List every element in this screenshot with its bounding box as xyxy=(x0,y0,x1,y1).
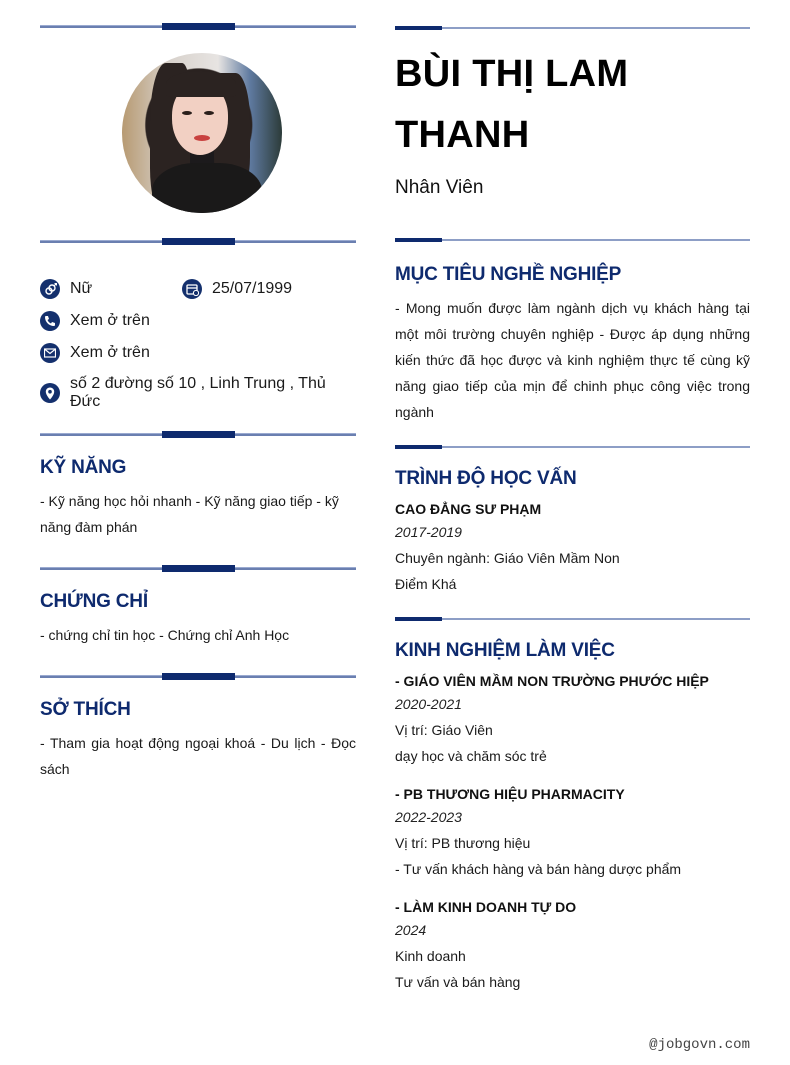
email-row xyxy=(40,343,150,363)
birthday-value: 25/07/1999 xyxy=(212,280,293,297)
divider xyxy=(395,238,750,244)
gender-row xyxy=(40,279,92,299)
experience-company: - LÀM KINH DOANH TỰ DO xyxy=(395,899,577,915)
experience-position: Vị trí: Giáo Viên xyxy=(395,722,493,738)
candidate-role: Nhân Viên xyxy=(395,177,484,198)
avatar xyxy=(122,53,282,213)
certificates-text: - chứng chỉ tin học - Chứng chỉ Anh Học xyxy=(40,627,290,643)
education-school: CAO ĐẲNG SƯ PHẠM xyxy=(395,501,542,517)
education-title: TRÌNH ĐỘ HỌC VẤN xyxy=(395,468,577,489)
watermark[interactable]: @jobgovn.com xyxy=(649,1037,750,1053)
divider xyxy=(395,617,750,623)
experience-description: - Tư vấn khách hàng và bán hàng dược phẩm xyxy=(395,861,682,877)
experience-period: 2022-2023 xyxy=(395,809,462,825)
candidate-name-line1: BÙI THỊ LAM xyxy=(395,53,629,95)
experience-company: - GIÁO VIÊN MẦM NON TRƯỜNG PHƯỚC HIỆP xyxy=(395,673,709,689)
phone-icon xyxy=(40,311,60,331)
phone-row xyxy=(40,311,150,331)
education-grade: Điểm Khá xyxy=(395,576,457,592)
hobbies-title: SỞ THÍCH xyxy=(40,699,131,720)
address-value: số 2 đường số 10 , Linh Trung , Thủ Đức xyxy=(70,375,326,410)
gender-icon xyxy=(40,279,60,299)
email-value: Xem ở trên xyxy=(70,344,150,361)
skills-text: - Kỹ năng học hỏi nhanh - Kỹ năng giao tiếp - kỹ năng đàm phán xyxy=(40,493,339,535)
divider xyxy=(40,238,356,246)
experience-item xyxy=(395,784,750,882)
objective-title: MỤC TIÊU NGHỀ NGHIỆP xyxy=(395,264,622,285)
divider xyxy=(395,26,750,32)
divider xyxy=(40,565,356,573)
education-item xyxy=(395,499,750,597)
certificates-title: CHỨNG CHỈ xyxy=(40,591,148,612)
divider xyxy=(40,431,356,439)
divider xyxy=(40,673,356,681)
experience-period: 2020-2021 xyxy=(395,696,462,712)
divider xyxy=(395,445,750,451)
education-major: Chuyên ngành: Giáo Viên Mầm Non xyxy=(395,550,620,566)
experience-position: Kinh doanh xyxy=(395,948,466,964)
hobbies-text: - Tham gia hoạt động ngoại khoá - Du lịch - Đọc sách xyxy=(40,735,356,777)
experience-position: Vị trí: PB thương hiệu xyxy=(395,835,531,851)
phone-value: Xem ở trên xyxy=(70,312,150,329)
birthday-row xyxy=(182,279,292,299)
experience-item xyxy=(395,897,750,995)
calendar-icon xyxy=(182,279,202,299)
address-row xyxy=(40,375,356,411)
experience-company: - PB THƯƠNG HIỆU PHARMACITY xyxy=(395,786,625,802)
objective-text: - Mong muốn được làm ngành dịch vụ khách hàng tại một môi trường chuyên nghiệp - Được áp dụng những kiến thức đã học được và kinh nghiệm thực tế cùng kỹ năng giao tiếp của mịn để chinh phục công việc trong ngành xyxy=(395,300,750,420)
candidate-name-line2: THANH xyxy=(395,114,530,156)
skills-title: KỸ NĂNG xyxy=(40,457,127,478)
experience-period: 2024 xyxy=(395,922,427,938)
location-pin-icon xyxy=(40,383,60,403)
education-period: 2017-2019 xyxy=(395,524,462,540)
experience-description: Tư vấn và bán hàng xyxy=(395,974,521,990)
mail-icon xyxy=(40,343,60,363)
experience-description: dạy học và chăm sóc trẻ xyxy=(395,748,547,764)
gender-value: Nữ xyxy=(70,280,93,297)
divider xyxy=(40,23,356,31)
experience-title: KINH NGHIỆM LÀM VIỆC xyxy=(395,640,615,661)
experience-item xyxy=(395,671,750,769)
